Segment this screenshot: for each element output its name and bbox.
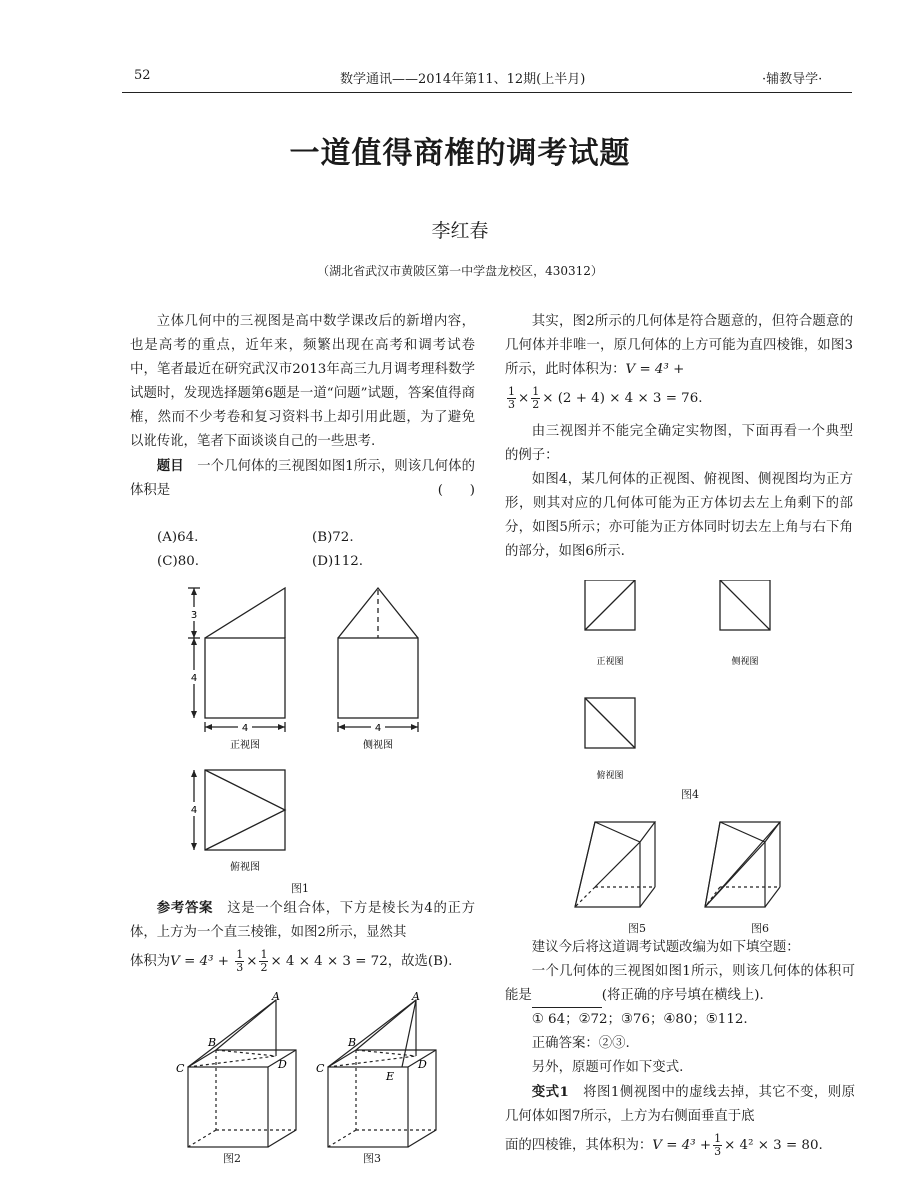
frac-num: 1 <box>260 948 268 961</box>
right-p1-text: 其实，图2所示的几何体是符合题意的，但符合题意的几何体并非唯一，原几何体的上方可能为直四棱锥，如图3所示，此时体积为： <box>505 314 853 377</box>
correct-answer: 正确答案：②③. <box>531 1036 630 1051</box>
fig2-label-d: D <box>278 1058 287 1071</box>
front-view-square <box>205 638 285 718</box>
fig2-label-c: C <box>176 1062 185 1075</box>
fraction-one-third <box>507 386 516 411</box>
dim-label-4-top-height: 4 <box>190 805 198 816</box>
answer-text: 这是一个组合体，下方是棱长为4的正方体，上方为一个直三棱锥，如图2所示，显然其 <box>130 901 475 940</box>
frac-den: 3 <box>714 1145 722 1158</box>
fig4-top-caption: 俯视图 <box>596 771 624 781</box>
variant-paragraph <box>505 1080 855 1129</box>
figure-2-cube <box>188 1000 296 1147</box>
fill-blank-text: 一个几何体的三视图如图1所示，则该几何体的体积可能是 <box>505 964 855 1003</box>
frac-num: 1 <box>236 948 244 961</box>
fraction-one-third <box>713 1133 722 1158</box>
right-column-bottom <box>505 936 855 1163</box>
answer-label: 参考答案 <box>156 900 214 916</box>
top-view-caption: 俯视图 <box>230 862 260 873</box>
figure-5-caption: 图5 <box>628 922 646 935</box>
intro-paragraph: 立体几何中的三视图是高中数学课改后的新增内容，也是高考的重点，近年来，频繁出现在高考和调考试卷中，笔者最近在研究武汉市2013年高三九月调考理科数学试题时，发现选择题第6题是一道“问题”试题，答案值得商榷，然而不少考卷和复习资料书上却引用此题，为了避免以讹传讹，笔者下面谈谈自己的一些思考. <box>130 314 475 449</box>
problem-text: 一个几何体的三视图如图1所示，则该几何体的体积是 <box>130 459 476 498</box>
side-view-square <box>338 638 418 718</box>
right-p1-formula-line: $\frac{1}{3}$ × $\frac{1}{2}$ × (2 + 4) × 4 × 3 = 76. <box>508 385 703 411</box>
page-number: 52 <box>134 68 151 83</box>
fig3-label-b: B <box>348 1036 357 1049</box>
variant-formula-lead: 面的四棱锥，其体积为： <box>505 1138 653 1153</box>
fig3-label-e: E <box>386 1070 395 1083</box>
fig3-label-a: A <box>412 990 420 1003</box>
left-column-text <box>130 310 475 503</box>
option-b: (B)72. <box>312 530 354 545</box>
problem-label: 题目 <box>156 458 184 474</box>
frac-den: 2 <box>260 961 268 974</box>
side-view-caption: 侧视图 <box>363 740 393 751</box>
fill-blank-question <box>505 960 855 1008</box>
fraction-one-half <box>531 386 540 411</box>
header-rule <box>122 92 852 93</box>
answer-paragraph <box>130 896 475 945</box>
figures-2-3 <box>168 990 438 1160</box>
front-view-caption: 正视图 <box>230 740 260 751</box>
right-paragraph-2: 由三视图并不能完全确定实物图，下面再看一个典型的例子： <box>505 424 853 463</box>
variant-text: 将图1侧视图中的虚线去掉，其它不变，则原几何体如图7所示，上方为右侧面垂直于底 <box>505 1085 855 1124</box>
fig2-label-b: B <box>208 1036 217 1049</box>
variant-formula-v: V = 4³ + <box>652 1138 712 1153</box>
variant-formula-tail: × 4² × 3 = 80. <box>724 1138 823 1153</box>
figure-3-caption: 图3 <box>363 1152 381 1165</box>
page-title: 一道值得商榷的调考试题 <box>289 136 631 171</box>
fig3-label-d: D <box>418 1058 427 1071</box>
answer-formula-tail: × 4 × 4 × 3 = 72，故选(B). <box>270 954 453 969</box>
fig4-side-caption: 侧视图 <box>731 657 759 667</box>
affiliation: （湖北省武汉市黄陂区第一中学盘龙校区，430312） <box>317 264 603 278</box>
figure-4 <box>575 580 785 790</box>
dim-label-4-side-width: 4 <box>374 723 382 734</box>
fig4-front-caption: 正视图 <box>596 657 624 667</box>
frac-den: 3 <box>236 961 244 974</box>
top-view-square <box>205 770 285 850</box>
dim-label-4-front-height: 4 <box>190 673 198 684</box>
variant-label: 变式1 <box>531 1084 569 1100</box>
journal-info: 数学通讯——2014年第11、12期(上半月) <box>340 72 586 87</box>
option-d: (D)112. <box>312 554 363 569</box>
figure-1 <box>180 580 440 880</box>
author: 李红春 <box>431 220 489 242</box>
answer-formula-lead: 体积为 <box>130 954 171 969</box>
answer-formula-line: 体积为V = 4³ + $\frac{1}{3}$ × $\frac{1}{2}$ × 4 × 4 × 3 = 72，故选(B). <box>130 948 453 974</box>
fill-blank-options: ① 64；②72；③76；④80；⑤112. <box>531 1012 748 1027</box>
option-a: (A)64. <box>157 530 199 545</box>
figure-1-caption: 图1 <box>291 882 309 895</box>
option-c: (C)80. <box>157 554 199 569</box>
top-view-triangle <box>205 770 285 850</box>
fig3-label-c: C <box>316 1062 325 1075</box>
figure-5-solid <box>575 822 655 907</box>
right-paragraph-3: 如图4，某几何体的正视图、俯视图、侧视图均为正方形，则其对应的几何体可能为正方体切去左上角剩下的部分，如图5所示；亦可能为正方体同时切去左上角与右下角的部分，如图6所示. <box>505 472 853 559</box>
fraction-one-third <box>235 949 244 974</box>
right-p1-formula-tail: × (2 + 4) × 4 × 3 = 76. <box>542 391 703 406</box>
frac-num: 1 <box>508 385 515 398</box>
right-column-text <box>505 310 853 564</box>
answer-block <box>130 896 475 979</box>
fraction-one-half <box>259 949 268 974</box>
fig2-label-a: A <box>272 990 280 1003</box>
answer-formula-v: V = 4³ + <box>170 954 229 969</box>
figure-6-solid <box>705 822 780 907</box>
problem-statement <box>130 454 475 503</box>
frac-den: 2 <box>532 398 540 411</box>
fill-blank-hint: (将正确的序号填在横线上). <box>601 988 764 1003</box>
frac-num: 1 <box>714 1132 722 1145</box>
variant-formula-line <box>505 1129 855 1163</box>
frac-den: 3 <box>508 398 515 411</box>
dim-label-3: 3 <box>190 610 198 621</box>
variant-intro: 另外，原题可作如下变式. <box>531 1060 684 1075</box>
suggestion-paragraph: 建议今后将这道调考试题改编为如下填空题： <box>531 940 800 955</box>
figure-4-caption: 图4 <box>681 788 699 801</box>
right-paragraph-1 <box>505 310 853 382</box>
dim-label-4-front-width: 4 <box>241 723 249 734</box>
figure-6-caption: 图6 <box>751 922 769 935</box>
answer-paren: ( ) <box>437 483 475 498</box>
answer-blank[interactable] <box>532 993 602 1008</box>
figure-3-cube <box>328 1000 436 1147</box>
column-name: ·辅教导学· <box>762 72 823 87</box>
frac-num: 1 <box>532 385 540 398</box>
front-view-triangle <box>205 588 285 638</box>
figure-2-caption: 图2 <box>223 1152 241 1165</box>
right-p1-formula-v: V = 4³ + <box>625 362 685 377</box>
figures-5-6 <box>565 812 805 917</box>
